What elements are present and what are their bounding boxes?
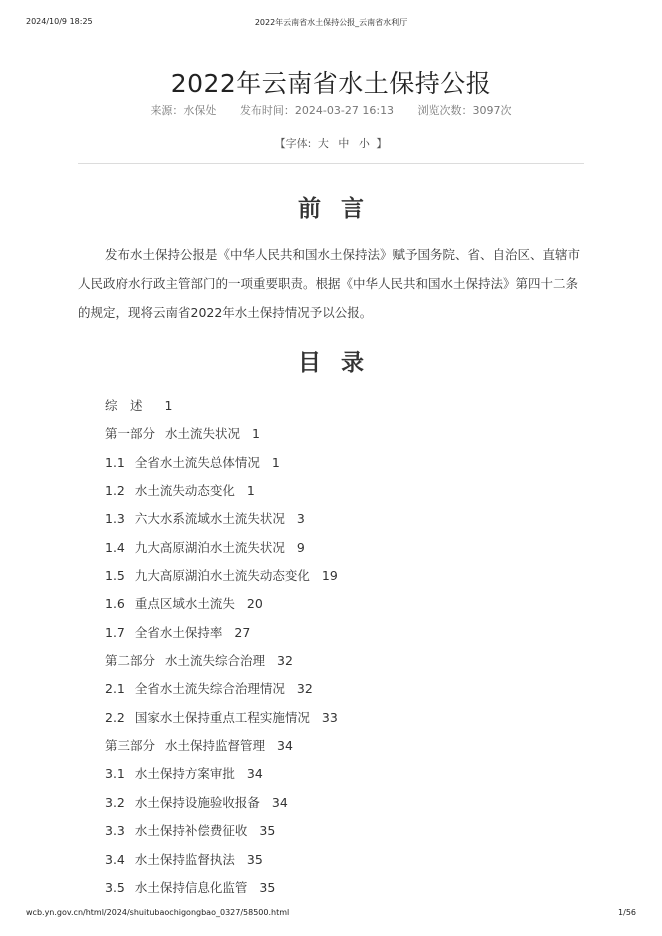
print-url: wcb.yn.gov.cn/html/2024/shuitubaochigongbao_0327/58500.html bbox=[26, 908, 290, 917]
toc-item[interactable] bbox=[105, 647, 585, 675]
toc-item-page: 3 bbox=[296, 511, 305, 527]
preface-heading: 前言 bbox=[298, 196, 384, 222]
print-page-indicator: 1/56 bbox=[618, 908, 636, 917]
toc-item[interactable] bbox=[105, 789, 585, 817]
toc-item-page: 34 bbox=[271, 794, 288, 810]
toc-item-number: 1.2 bbox=[105, 483, 125, 499]
toc-item-page: 1 bbox=[164, 398, 173, 413]
print-timestamp: 2024/10/9 18:25 bbox=[26, 17, 93, 26]
source-label: 来源：水保处 bbox=[150, 104, 217, 117]
toc-item[interactable] bbox=[105, 675, 585, 703]
toc-item-number: 3.3 bbox=[105, 823, 125, 839]
toc-item[interactable] bbox=[105, 704, 585, 732]
toc-item-title: 国家水土保持重点工程实施情况 bbox=[134, 709, 310, 725]
toc-item[interactable] bbox=[105, 817, 585, 845]
toc-item-page: 1 bbox=[271, 454, 280, 470]
toc-item-number: 第三部分 bbox=[105, 738, 156, 754]
toc-item-page: 32 bbox=[277, 653, 293, 669]
toc-item-page: 35 bbox=[259, 879, 276, 895]
font-size-medium-button[interactable]: 中 bbox=[338, 137, 350, 150]
toc-item-title: 水土流失动态变化 bbox=[134, 483, 235, 499]
toc-item[interactable] bbox=[105, 562, 585, 590]
toc-item-page: 1 bbox=[246, 483, 255, 499]
toc-item[interactable] bbox=[105, 760, 585, 788]
print-footer bbox=[0, 905, 662, 925]
toc-item[interactable] bbox=[105, 590, 585, 618]
toc-item[interactable] bbox=[105, 846, 585, 874]
toc-item[interactable] bbox=[105, 392, 585, 420]
toc-item-page: 32 bbox=[296, 681, 313, 697]
preface-paragraph: 发布水土保持公报是《中华人民共和国水土保持法》赋予国务院、省、自治区、直辖市人民政府水行政主管部门的一项重要职责。根据《中华人民共和国水土保持法》第四十二条的规定，现将云南省2022年水土保持情况予以公报。 bbox=[78, 247, 581, 320]
toc-item-title: 九大高原湖泊水土流失动态变化 bbox=[134, 568, 310, 584]
toc-item-title: 水土流失综合治理 bbox=[165, 653, 266, 669]
font-size-close-bracket: 】 bbox=[376, 137, 388, 150]
toc-item-title: 水土保持信息化监管 bbox=[134, 879, 248, 895]
toc-item-page: 34 bbox=[277, 738, 293, 754]
toc-item-number: 综 述 bbox=[105, 398, 143, 413]
article-title: 2022年云南省水土保持公报 bbox=[170, 68, 492, 98]
toc-item[interactable] bbox=[105, 732, 585, 760]
toc-item-title: 全省水土保持率 bbox=[134, 624, 223, 640]
toc-item-title: 水土保持方案审批 bbox=[134, 766, 235, 782]
toc-item-title: 九大高原湖泊水土流失状况 bbox=[134, 539, 285, 555]
toc-item-page: 34 bbox=[246, 766, 263, 782]
view-count: 浏览次数：3097次 bbox=[417, 104, 512, 117]
toc-item-number: 3.5 bbox=[105, 879, 125, 895]
toc-item-number: 2.2 bbox=[105, 709, 125, 725]
toc-item-page: 35 bbox=[259, 823, 276, 839]
toc-heading: 目录 bbox=[298, 350, 384, 376]
toc-item-number: 3.2 bbox=[105, 794, 125, 810]
toc-item-page: 33 bbox=[321, 709, 338, 725]
toc-item-number: 3.4 bbox=[105, 851, 125, 867]
toc-item-title: 全省水土流失总体情况 bbox=[134, 454, 260, 470]
toc-item[interactable] bbox=[105, 874, 585, 902]
toc-item-number: 1.5 bbox=[105, 568, 125, 584]
toc-item-number: 1.4 bbox=[105, 539, 125, 555]
article-meta bbox=[0, 102, 662, 118]
toc-item-page: 20 bbox=[246, 596, 263, 612]
print-header bbox=[0, 0, 662, 40]
toc-item-title: 六大水系流域水土流失状况 bbox=[134, 511, 285, 527]
toc-item-number: 1.7 bbox=[105, 624, 125, 640]
font-size-small-button[interactable]: 小 bbox=[358, 137, 370, 150]
publish-time: 发布时间：2024-03-27 16:13 bbox=[239, 104, 395, 117]
toc-item-title: 水土保持补偿费征收 bbox=[134, 823, 248, 839]
toc-item-page: 1 bbox=[252, 426, 260, 442]
toc-item-number: 1.3 bbox=[105, 511, 125, 527]
toc-item-title: 水土保持设施验收报备 bbox=[134, 794, 260, 810]
toc-item-number: 3.1 bbox=[105, 766, 125, 782]
toc-item-title: 水土保持监督管理 bbox=[165, 738, 266, 754]
toc-item[interactable] bbox=[105, 420, 585, 448]
toc-item-number: 第一部分 bbox=[105, 426, 156, 442]
toc-item-number: 1.1 bbox=[105, 454, 125, 470]
font-size-switcher bbox=[0, 135, 662, 151]
toc-item[interactable] bbox=[105, 477, 585, 505]
toc-item[interactable] bbox=[105, 449, 585, 477]
toc-item-number: 第二部分 bbox=[105, 653, 156, 669]
toc-item[interactable] bbox=[105, 534, 585, 562]
toc-item-page: 9 bbox=[296, 539, 305, 555]
toc-item[interactable] bbox=[105, 619, 585, 647]
toc-item-page: 19 bbox=[321, 568, 338, 584]
toc-item-title: 全省水土流失综合治理情况 bbox=[134, 681, 285, 697]
table-of-contents bbox=[105, 392, 585, 902]
toc-item-title: 水土保持监督执法 bbox=[134, 851, 235, 867]
toc-item-page: 27 bbox=[234, 624, 251, 640]
toc-item[interactable] bbox=[105, 505, 585, 533]
toc-item-number: 1.6 bbox=[105, 596, 125, 612]
print-page-title: 2022年云南省水土保持公报_云南省水利厅 bbox=[254, 18, 408, 27]
font-size-large-button[interactable]: 大 bbox=[317, 137, 329, 150]
toc-item-title: 重点区域水土流失 bbox=[134, 596, 235, 612]
header-divider bbox=[78, 163, 584, 164]
toc-item-number: 2.1 bbox=[105, 681, 125, 697]
toc-item-page: 35 bbox=[246, 851, 263, 867]
font-size-label: 【字体: bbox=[274, 137, 312, 150]
toc-item-title: 水土流失状况 bbox=[165, 426, 241, 442]
